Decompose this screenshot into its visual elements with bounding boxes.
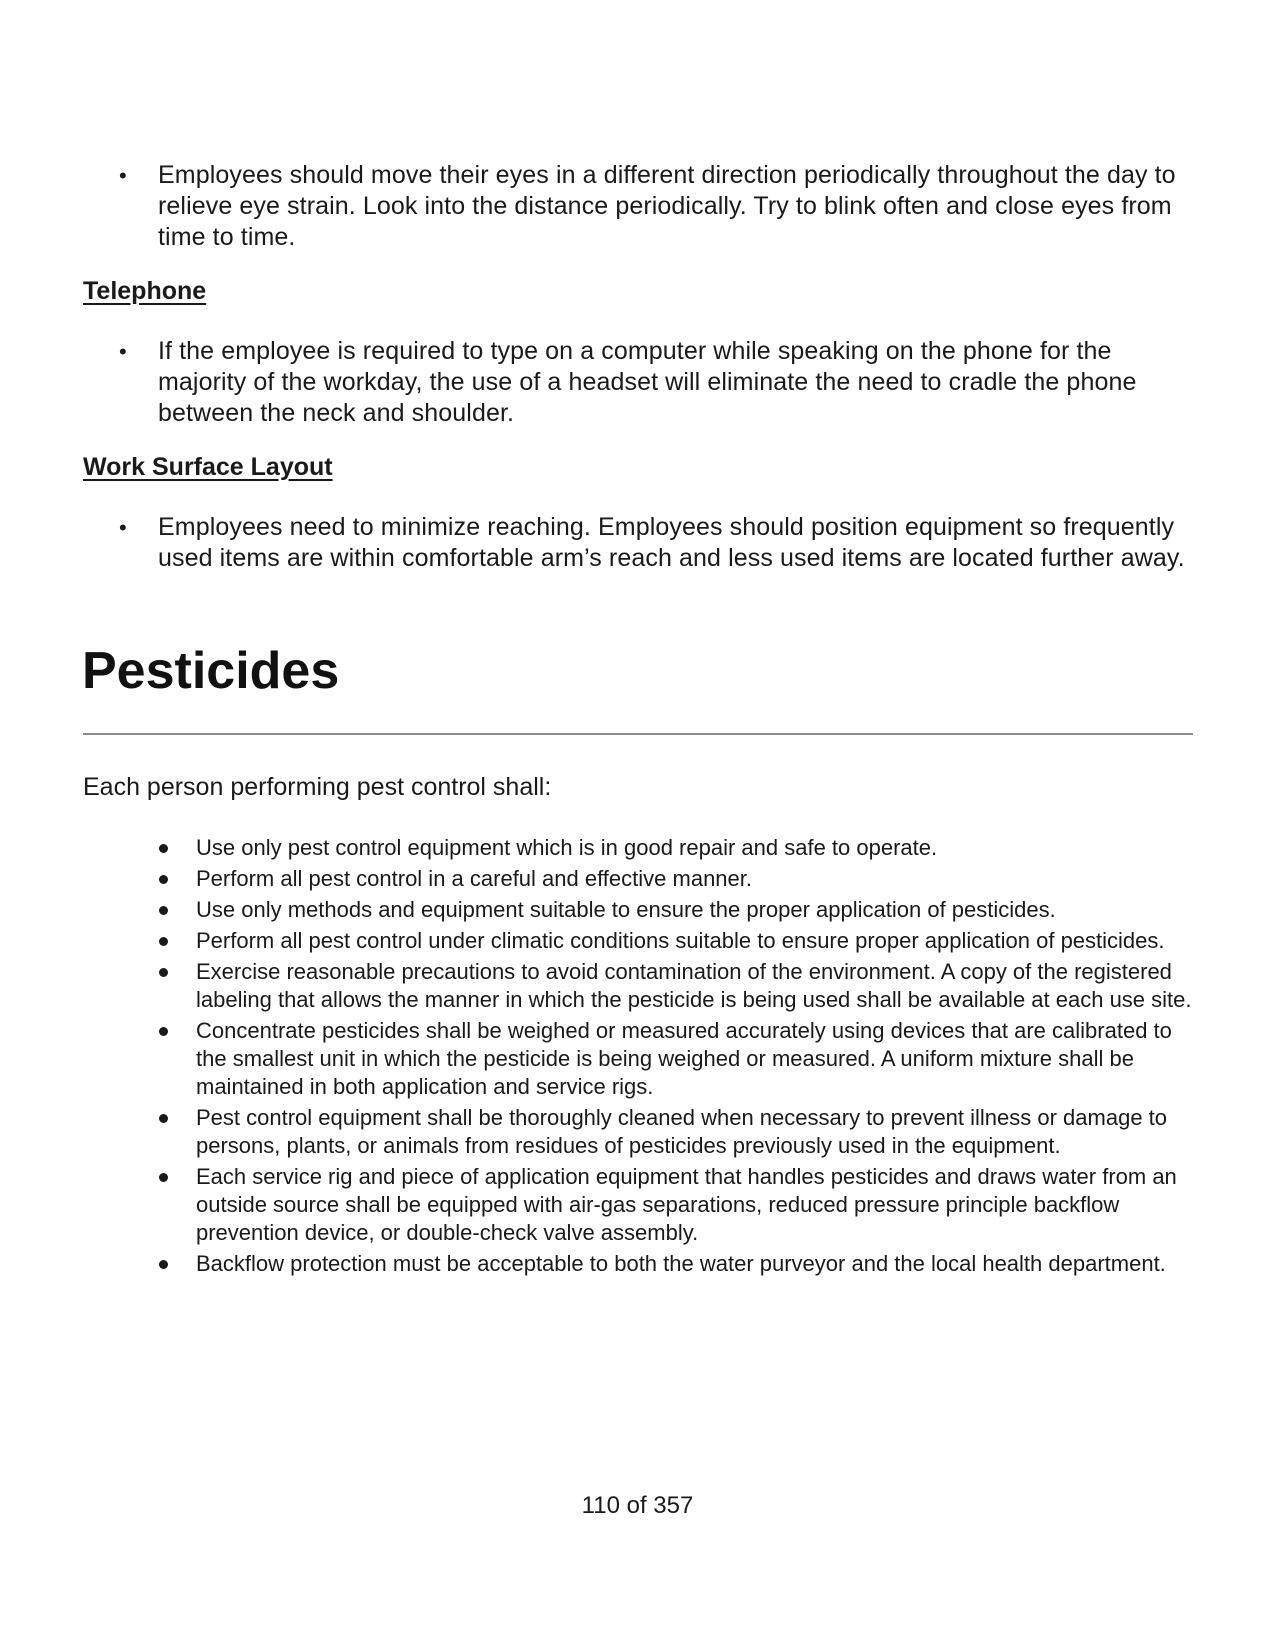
bullet-icon: • — [119, 339, 127, 364]
bullet-icon — [159, 1260, 168, 1269]
list-item — [150, 834, 1200, 862]
list-item-text: Perform all pest control in a careful and effective manner. — [196, 866, 752, 891]
list-item-text: Use only pest control equipment which is in good repair and safe to operate. — [196, 835, 938, 860]
list-item — [150, 927, 1200, 955]
list-item-text: Each service rig and piece of application equipment that handles pesticides and draws water from an outside source shall be equipped with air-gas separations, reduced pressure principle backflow prevention device, or double-check valve assembly. — [196, 1164, 1177, 1245]
list-item — [150, 1250, 1200, 1278]
list-item-text: Perform all pest control under climatic conditions suitable to ensure proper application of pesticides. — [196, 928, 1165, 953]
bullet-icon — [159, 937, 168, 946]
work-surface-heading: Work Surface Layout — [83, 453, 333, 481]
bullet-icon — [159, 875, 168, 884]
bullet-icon — [159, 906, 168, 915]
eye-strain-text: Employees should move their eyes in a different direction periodically throughout the day to relieve eye strain. Look into the distance periodically. Try to blink often and close eyes from time to time. — [158, 161, 1176, 251]
list-item-text: Backflow protection must be acceptable to both the water purveyor and the local health department. — [196, 1251, 1166, 1276]
pesticide-rules-list — [150, 834, 1200, 1281]
list-item — [150, 865, 1200, 893]
bullet-icon — [159, 1173, 168, 1182]
pesticides-intro: Each person performing pest control shall: — [83, 773, 552, 801]
list-item — [82, 512, 1192, 574]
bullet-icon — [159, 1114, 168, 1123]
telephone-list — [82, 336, 1192, 429]
bullet-icon: • — [119, 163, 127, 188]
list-item — [150, 1017, 1200, 1101]
work-surface-text: Employees need to minimize reaching. Employees should position equipment so frequently used items are within comfortable arm’s reach and less used items are located further away. — [158, 513, 1185, 572]
work-surface-list — [82, 512, 1192, 574]
bullet-icon — [159, 844, 168, 853]
list-item — [82, 336, 1192, 429]
list-item — [150, 1104, 1200, 1160]
page-title: Pesticides — [82, 642, 340, 700]
list-item-text: Use only methods and equipment suitable to ensure the proper application of pesticides. — [196, 897, 1056, 922]
bullet-icon: • — [119, 515, 127, 540]
list-item — [150, 1163, 1200, 1247]
telephone-heading: Telephone — [83, 277, 207, 305]
title-divider — [83, 733, 1193, 735]
list-item-text: Exercise reasonable precautions to avoid contamination of the environment. A copy of the registered labeling that allows the manner in which the pesticide is being used shall be available at each use site. — [196, 959, 1192, 1012]
list-item — [150, 896, 1200, 924]
list-item — [150, 958, 1200, 1014]
list-item-text: Concentrate pesticides shall be weighed or measured accurately using devices that are calibrated to the smallest unit in which the pesticide is being weighed or measured. A uniform mixture shall be maintained in both application and service rigs. — [196, 1018, 1172, 1099]
page-number: 110 of 357 — [581, 1492, 694, 1519]
bullet-icon — [159, 1027, 168, 1036]
bullet-icon — [159, 968, 168, 977]
list-item — [82, 160, 1192, 253]
list-item-text: Pest control equipment shall be thoroughly cleaned when necessary to prevent illness or damage to persons, plants, or animals from residues of pesticides previously used in the equipment. — [196, 1105, 1168, 1158]
eye-strain-list — [82, 160, 1192, 253]
telephone-text: If the employee is required to type on a computer while speaking on the phone for the majority of the workday, the use of a headset will eliminate the need to cradle the phone between the neck and shoulder. — [158, 337, 1137, 427]
